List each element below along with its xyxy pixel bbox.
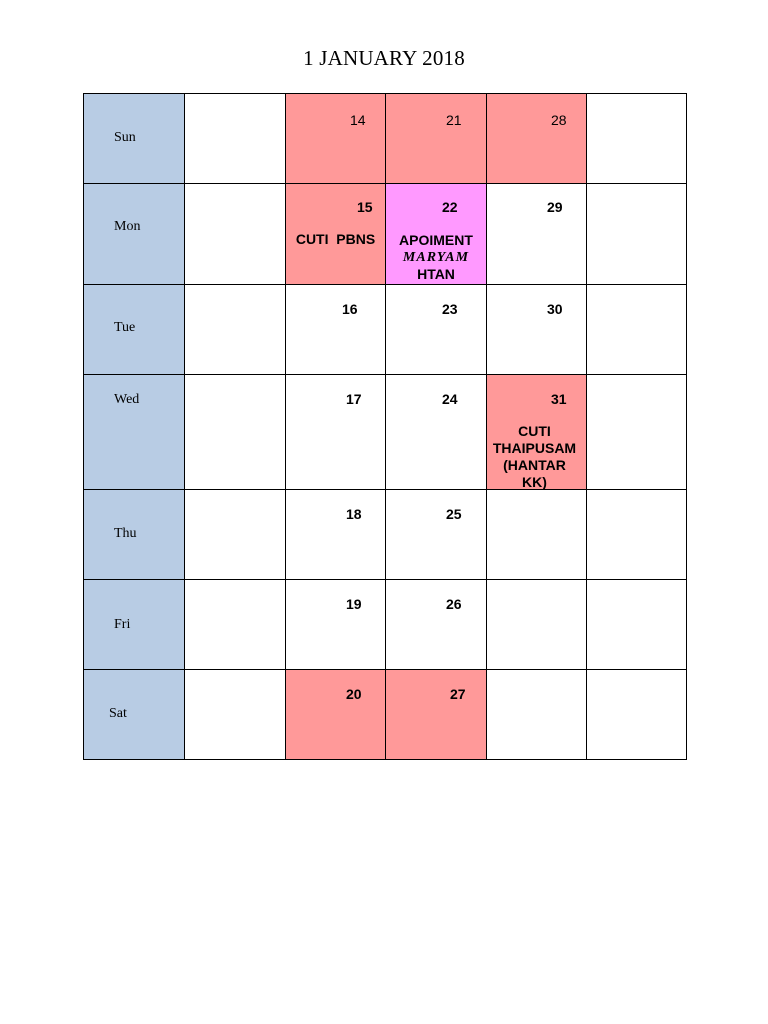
calendar-cell — [487, 670, 587, 760]
calendar-cell — [185, 580, 286, 670]
day-header-mon — [84, 184, 185, 285]
date-number: 30 — [547, 301, 563, 317]
date-number: 19 — [346, 596, 362, 612]
calendar-cell — [185, 375, 286, 490]
event-text: CUTI — [518, 423, 551, 439]
calendar-row-sat — [84, 670, 687, 760]
date-number: 15 — [357, 199, 373, 215]
day-label: Sat — [109, 706, 127, 721]
calendar-row-wed — [84, 375, 687, 490]
calendar-row-fri — [84, 580, 687, 670]
day-label: Thu — [114, 526, 137, 541]
date-number: 31 — [551, 391, 567, 407]
event-text: APOIMENT — [399, 232, 473, 248]
calendar-cell — [587, 285, 687, 375]
calendar-cell — [487, 580, 587, 670]
event-note — [286, 231, 385, 248]
event-note — [386, 232, 486, 283]
calendar-row-tue — [84, 285, 687, 375]
day-label: Tue — [114, 320, 136, 335]
day-label: Wed — [114, 392, 140, 407]
date-number: 17 — [346, 391, 362, 407]
calendar-cell-jan-24 — [386, 375, 487, 490]
date-number: 22 — [442, 199, 458, 215]
calendar-cell-jan-28 — [487, 94, 587, 184]
calendar-cell — [587, 94, 687, 184]
calendar-cell — [185, 670, 286, 760]
date-number: 16 — [342, 301, 358, 317]
calendar-row-sun — [84, 94, 687, 184]
calendar-cell-jan-27 — [386, 670, 487, 760]
day-label: Fri — [114, 617, 131, 632]
day-header-sat — [84, 670, 185, 760]
calendar-cell — [587, 670, 687, 760]
day-header-fri — [84, 580, 185, 670]
calendar-cell — [185, 94, 286, 184]
calendar-cell — [487, 490, 587, 580]
calendar-cell-jan-21 — [386, 94, 487, 184]
event-text: KK) — [522, 474, 547, 490]
event-note — [485, 423, 584, 491]
date-number: 25 — [446, 506, 462, 522]
calendar-cell-jan-19 — [286, 580, 386, 670]
calendar-row-thu — [84, 490, 687, 580]
calendar-cell-jan-26 — [386, 580, 487, 670]
calendar-cell-jan-30 — [487, 285, 587, 375]
date-number: 20 — [346, 686, 362, 702]
event-text: MARYAM — [402, 250, 470, 265]
date-number: 27 — [450, 686, 466, 702]
calendar-cell-jan-23 — [386, 285, 487, 375]
calendar-row-mon — [84, 184, 687, 285]
calendar-cell-jan-17 — [286, 375, 386, 490]
calendar-grid — [83, 93, 687, 760]
calendar-cell-jan-22 — [386, 184, 487, 285]
date-number: 18 — [346, 506, 362, 522]
calendar-cell-jan-31 — [487, 375, 587, 490]
calendar-cell — [185, 490, 286, 580]
calendar-cell-jan-29 — [487, 184, 587, 285]
calendar-cell-jan-14 — [286, 94, 386, 184]
date-number: 14 — [350, 112, 366, 128]
event-text: (HANTAR — [503, 457, 566, 473]
date-number: 21 — [446, 112, 462, 128]
date-number: 26 — [446, 596, 462, 612]
calendar-cell — [587, 580, 687, 670]
day-label: Mon — [114, 219, 141, 234]
date-number: 29 — [547, 199, 563, 215]
calendar-cell-jan-15 — [286, 184, 386, 285]
calendar-cell-jan-20 — [286, 670, 386, 760]
day-header-sun — [84, 94, 185, 184]
calendar-cell — [185, 285, 286, 375]
calendar-cell — [587, 490, 687, 580]
date-number: 24 — [442, 391, 458, 407]
page-title: 1 JANUARY 2018 — [303, 46, 465, 70]
day-header-thu — [84, 490, 185, 580]
day-header-wed — [84, 375, 185, 490]
date-number: 23 — [442, 301, 458, 317]
calendar-cell — [587, 184, 687, 285]
date-number: 28 — [551, 112, 567, 128]
event-text: CUTI PBNS — [295, 231, 376, 247]
event-text: HTAN — [417, 266, 455, 282]
calendar-cell-jan-25 — [386, 490, 487, 580]
calendar-cell — [587, 375, 687, 490]
day-header-tue — [84, 285, 185, 375]
calendar-cell — [185, 184, 286, 285]
calendar-cell-jan-18 — [286, 490, 386, 580]
day-label: Sun — [114, 130, 136, 145]
event-text: THAIPUSAM — [492, 440, 577, 456]
calendar-cell-jan-16 — [286, 285, 386, 375]
